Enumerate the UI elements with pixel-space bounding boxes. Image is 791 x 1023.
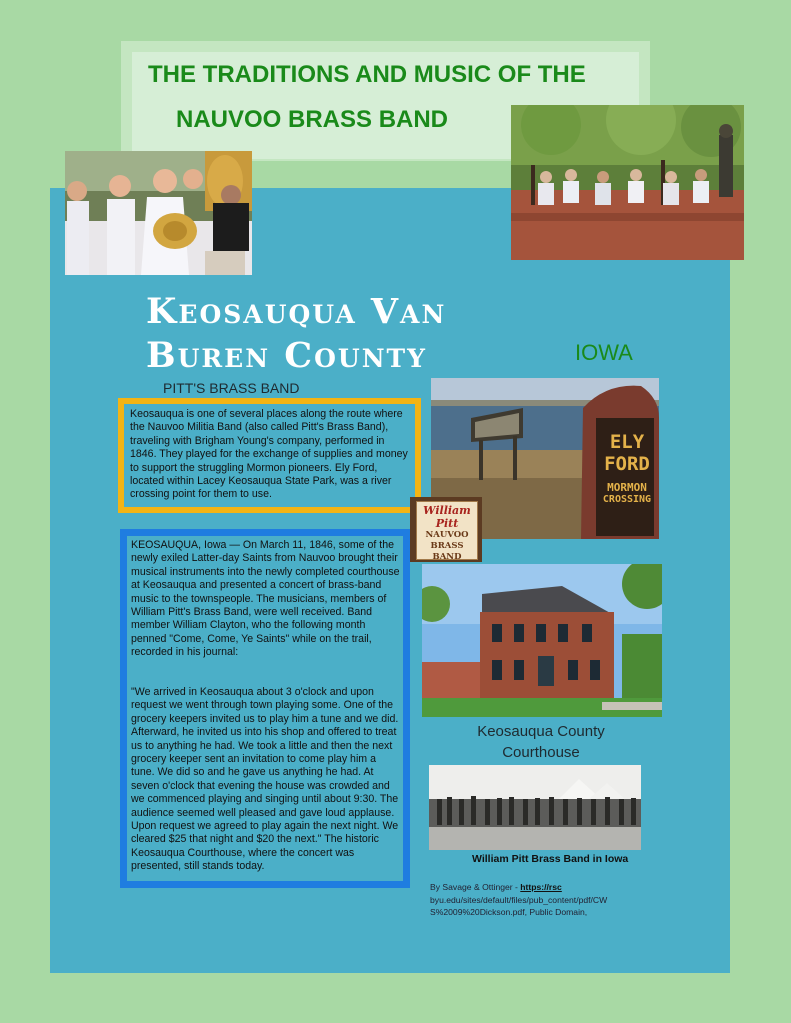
credit-prefix: By Savage & Ottinger - [430, 882, 521, 892]
courthouse-caption: Keosauqua County Courthouse [477, 723, 605, 761]
section-label: PITT'S BRASS BAND [163, 380, 300, 396]
article-paragraph-1: KEOSAUQUA, Iowa — On March 11, 1846, some of the newly exiled Latter-day Saints from Nauvoo brought their musical instruments into the newly completed courthouse at Keosauqua and presented a concert of brass-band music to the townspeople. The musicians, members of William Pitt's Brass Band, were well received. Band member William Clayton, who the following month penned "Come, Come, Ye Saints" while on the trail, recorded in his journal: [131, 539, 400, 659]
state-label: IOWA [575, 340, 633, 365]
county-heading [146, 290, 446, 378]
article-textbox [120, 529, 410, 888]
credit-rest: byu.edu/sites/default/files/pub_content/pdf/CWS%2009%20Dickson.pdf, Public Domain, [430, 894, 608, 917]
badge-line3: BAND [432, 552, 462, 562]
page-title-line2: NAUVOO BRASS BAND [176, 106, 449, 133]
county-heading-line2: Buren County [146, 335, 427, 376]
band-rehearsal-photo [65, 151, 252, 275]
intro-textbox [118, 398, 421, 513]
historic-band-photo [429, 765, 641, 850]
badge-line1: NAUVOO [425, 530, 469, 540]
image-credit [430, 881, 620, 919]
ely-ford-sign [602, 432, 652, 506]
band-photo-caption: William Pitt Brass Band in Iowa [472, 853, 629, 865]
sign-line2: FORD [604, 452, 650, 475]
county-heading-line1: Keosauqua Van [146, 291, 447, 332]
william-pitt-badge [410, 497, 482, 562]
credit-link[interactable]: https://rsc [520, 882, 562, 892]
sign-line3: MORMON [607, 480, 647, 494]
badge-script: William Pitt [423, 504, 471, 530]
intro-text: Keosauqua is one of several places along the route where the Nauvoo Militia Band (also called Pitt's Brass Band), traveling with Brigham Young's company, performed in 1846. They played for the exchange of supplies and money to support the struggling Mormon pioneers. Ely Ford, located within Lacey Keosauqua State Park, was a river crossing point for them to use. [130, 408, 408, 501]
badge-line2: BRASS [430, 541, 464, 551]
outdoor-concert-photo [511, 105, 744, 260]
sign-line1: ELY [609, 431, 645, 453]
page-title-line1: THE TRADITIONS AND MUSIC OF THE [148, 61, 586, 88]
article-paragraph-2: "We arrived in Keosauqua about 3 o'clock and upon request we went through town playing some. One of the grocery keepers invited us to play him a tune and we did. Afterward, he invited us into his shop and offered to treat us to anything he had. We took a little and then the next grocery keeper sent an invitation to come play him a tune. We did so and he gave us anything he had. At seven o'clock that evening the house was crowded and we commenced playing and singing until about 9:30. The audience seemed well pleased and gave loud applause. Upon request we agreed to play again the next night. We cleared $25 that night and $20 the next." The historic Keosauqua Courthouse, where the concert was presented, still stands today. [131, 686, 399, 873]
sign-line4: CROSSING [602, 494, 652, 506]
courthouse-photo [422, 564, 662, 717]
